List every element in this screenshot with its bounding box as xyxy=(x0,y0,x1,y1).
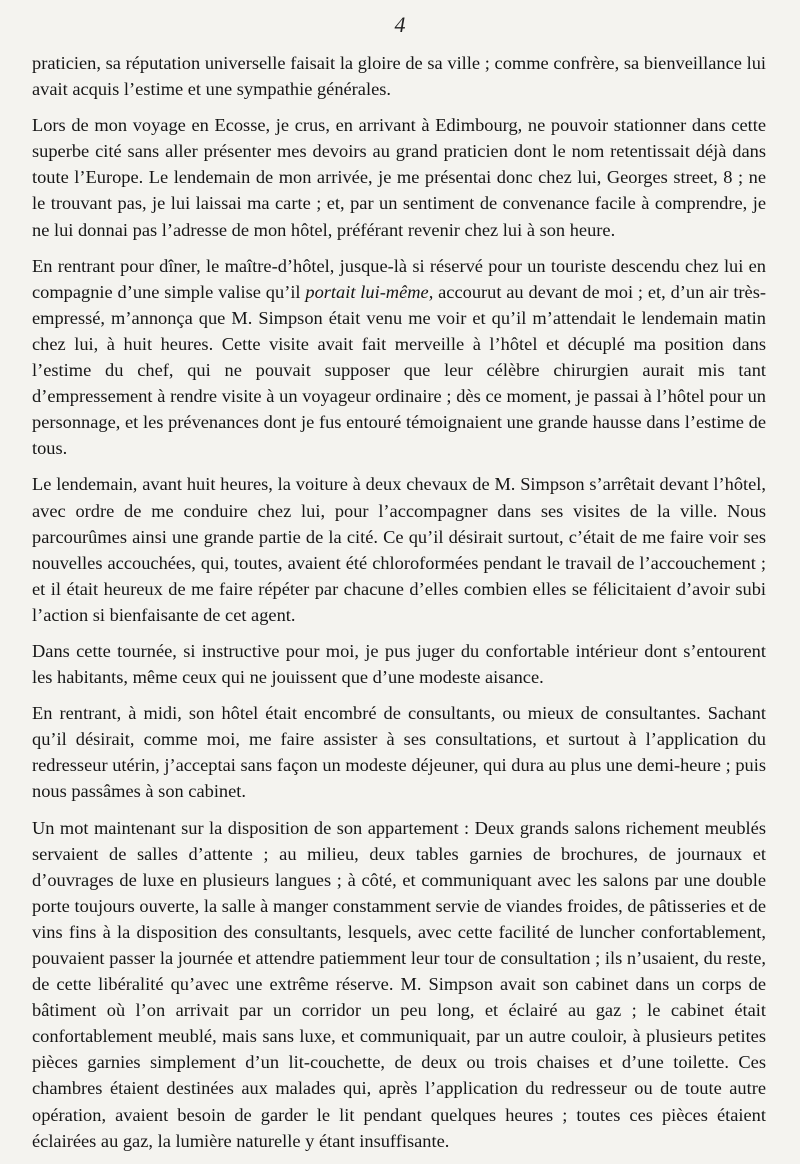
paragraph-next-morning: Le lendemain, avant huit heures, la voiture à deux chevaux de M. Simpson s’arrêtait devant l’hôtel, avec ordre de me conduire chez lui, pour l’accompagner dans ses visites de la ville. Nous parcourûmes ainsi une grande partie de la cité. Ce qu’il désirait surtout, c’était de me faire voir ses nouvelles accouchées, qui, toutes, avaient été chloroformées pendant le travail de l’accouchement ; et il était heureux de me faire répéter par chacune d’elles combien elles se félicitaient d’avoir subi l’action si bienfaisante de cet agent. xyxy=(32,474,766,625)
paragraph-noon-return: En rentrant, à midi, son hôtel était encombré de consultants, ou mieux de consultantes. Sachant qu’il désirait, comme moi, me faire assister à ses consultations, et surtout à l’application du redresseur utérin, j’acceptai sans façon un modeste déjeuner, qui dura au plus une demi-heure ; puis nous passâmes à son cabinet. xyxy=(32,703,766,802)
paragraph-apartment: Un mot maintenant sur la disposition de son appartement : Deux grands salons richement meublés servaient de salles d’attente ; au milieu, deux tables garnies de brochures, de journaux et d’ouvrages de luxe en plusieurs langues ; à côté, et communiquant avec les salons par une double porte toujours ouverte, la salle à manger constamment servie de viandes froides, de pâtisseries et de vins fins à la disposition des consultants, lesquels, avec cette facilité de luncher confortablement, pouvaient passer la journée et attendre patiemment leur tour de consultation ; ils n’usaient, du reste, de cette libéralité qu’avec une extrême réserve. M. Simpson avait son cabinet dans un corps de bâtiment où l’on arrivait par un corridor un peu long, et éclairé au gaz ; le cabinet était confortablement meublé, mais sans luxe, et communiquait, par un autre couloir, à plusieurs petites pièces garnies simplement d’un lit-couchette, de deux ou trois chaises et d’une toilette. Ces chambres étaient destinées aux malades qui, après l’application du redresseur ou de toute autre opération, avaient besoin de garder le lit pendant quelques heures ; toutes ces pièces étaient éclairées au gaz, la lumière naturelle y étant insuffisante. xyxy=(32,817,766,1151)
paragraph-dinner-return xyxy=(32,253,766,462)
paragraph-dinner-italic: portait lui-même, xyxy=(305,281,434,302)
paragraph-dinner-after: accourut au devant de moi ; et, d’un air très-empressé, m’annonça que M. Simpson était venu me voir et qu’il m’attendait le lendemain matin chez lui, à huit heures. Cette visite avait fait merveille à l’hôtel et décuplé ma position dans l’estime du chef, qui ne pouvait supposer que leur célèbre chirurgien aurait mis tant d’empressement à rendre visite à un voyageur ordinaire ; dès ce moment, je passai à l’hôtel pour un personnage, et les prévenances dont je fus entouré témoignaient une grande hausse dans l’estime de tous. xyxy=(32,281,767,459)
paragraph-dinner-before: En rentrant pour dîner, le maître-d’hôtel, jusque-là si réservé pour un touriste descendu chez lui en compagnie d’une simple valise qu’il xyxy=(32,255,766,302)
body-text xyxy=(32,50,766,1164)
paragraph-tour: Dans cette tournée, si instructive pour moi, je pus juger du confortable intérieur dont s’entourent les habitants, même ceux qui ne jouissent que d’une modeste aisance. xyxy=(32,640,766,688)
paragraph-edinburgh-visit: Lors de mon voyage en Ecosse, je crus, en arrivant à Edimbourg, ne pouvoir stationner dans cette superbe cité sans aller présenter mes devoirs au grand praticien dont le nom retentissait déjà dans toute l’Europe. Le lendemain de mon arrivée, je me présentai donc chez lui, Georges street, 8 ; ne le trouvant pas, je lui laissai ma carte ; et, par un sentiment de convenance facile à comprendre, je ne lui donnai pas l’adresse de mon hôtel, préférant revenir chez lui à son heure. xyxy=(32,115,766,240)
paragraph-opening: praticien, sa réputation universelle faisait la gloire de sa ville ; comme confrère, sa bienveillance lui avait acquis l’estime et une sympathie générales. xyxy=(32,53,766,100)
page-number: 4 xyxy=(394,12,406,37)
